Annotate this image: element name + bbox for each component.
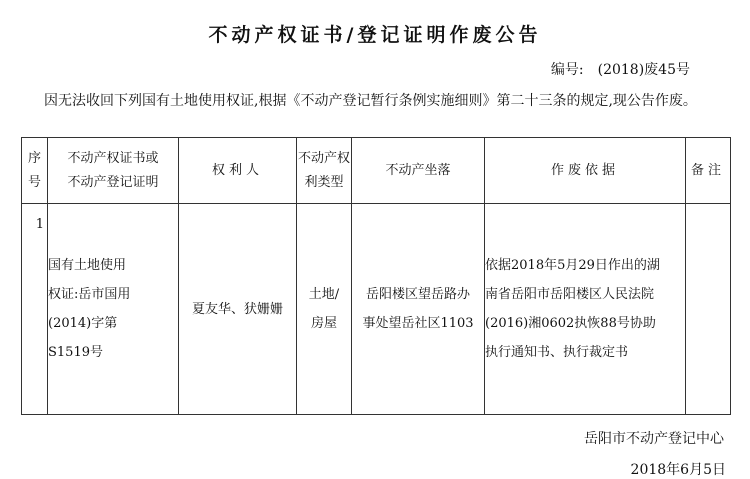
header-seq [22, 138, 48, 204]
cell-location [352, 204, 485, 415]
basis-line: 执行通知书、执行裁定书 [485, 345, 629, 360]
header-right-holder: 权利人 [179, 138, 297, 204]
notice-intro: 因无法收回下列国有土地使用权证,根据《不动产登记暂行条例实施细则》第二十三条的规定,现公告作废。 [44, 93, 697, 109]
location-line: 事处望岳社区1103 [362, 316, 474, 331]
basis-line: (2016)湘0602执恢88号协助 [485, 316, 656, 331]
row-seq-number: 1 [35, 217, 44, 232]
issuing-organization: 岳阳市不动产登记中心 [584, 431, 724, 447]
header-void-basis: 作废依据 [485, 138, 686, 204]
table-row [22, 204, 731, 415]
header-certificate-line2: 不动产登记证明 [67, 174, 159, 190]
basis-line: 南省岳阳市岳阳楼区人民法院 [485, 287, 655, 302]
issue-date: 2018年6月5日 [630, 462, 726, 478]
certificate-line: 国有土地使用 [48, 258, 127, 273]
cell-remark [686, 204, 731, 415]
document-number [551, 59, 690, 79]
void-certificate-table [21, 137, 731, 415]
right-type-line: 土地/ [308, 287, 340, 302]
document-number-label: 编号: [550, 62, 584, 78]
cell-void-basis [485, 204, 686, 415]
header-certificate-line1: 不动产权证书或 [67, 150, 159, 166]
header-right-type-line2: 利类型 [304, 174, 344, 190]
header-seq-line2: 号 [27, 174, 41, 190]
certificate-line: S1519号 [48, 345, 103, 360]
cell-certificate [48, 204, 179, 415]
header-seq-line1: 序 [27, 150, 41, 166]
certificate-line: 权证:岳市国用 [48, 287, 131, 302]
basis-line: 依据2018年5月29日作出的湖 [485, 258, 660, 273]
cell-right-holder: 夏友华、犾姗姗 [179, 204, 297, 415]
header-right-type [297, 138, 352, 204]
header-right-type-line1: 不动产权 [297, 150, 350, 166]
header-location: 不动产坐落 [352, 138, 485, 204]
header-remark: 备注 [686, 138, 731, 204]
right-type-line: 房屋 [310, 316, 337, 331]
location-line: 岳阳楼区望岳路办 [365, 287, 470, 302]
header-certificate [48, 138, 179, 204]
cell-right-type [297, 204, 352, 415]
document-number-value: (2018)废45号 [597, 62, 690, 78]
notice-title: 不动产权证书/登记证明作废公告 [208, 24, 542, 46]
certificate-line: (2014)字第 [48, 316, 118, 331]
table-header-row [22, 138, 731, 204]
cell-seq [22, 204, 48, 415]
